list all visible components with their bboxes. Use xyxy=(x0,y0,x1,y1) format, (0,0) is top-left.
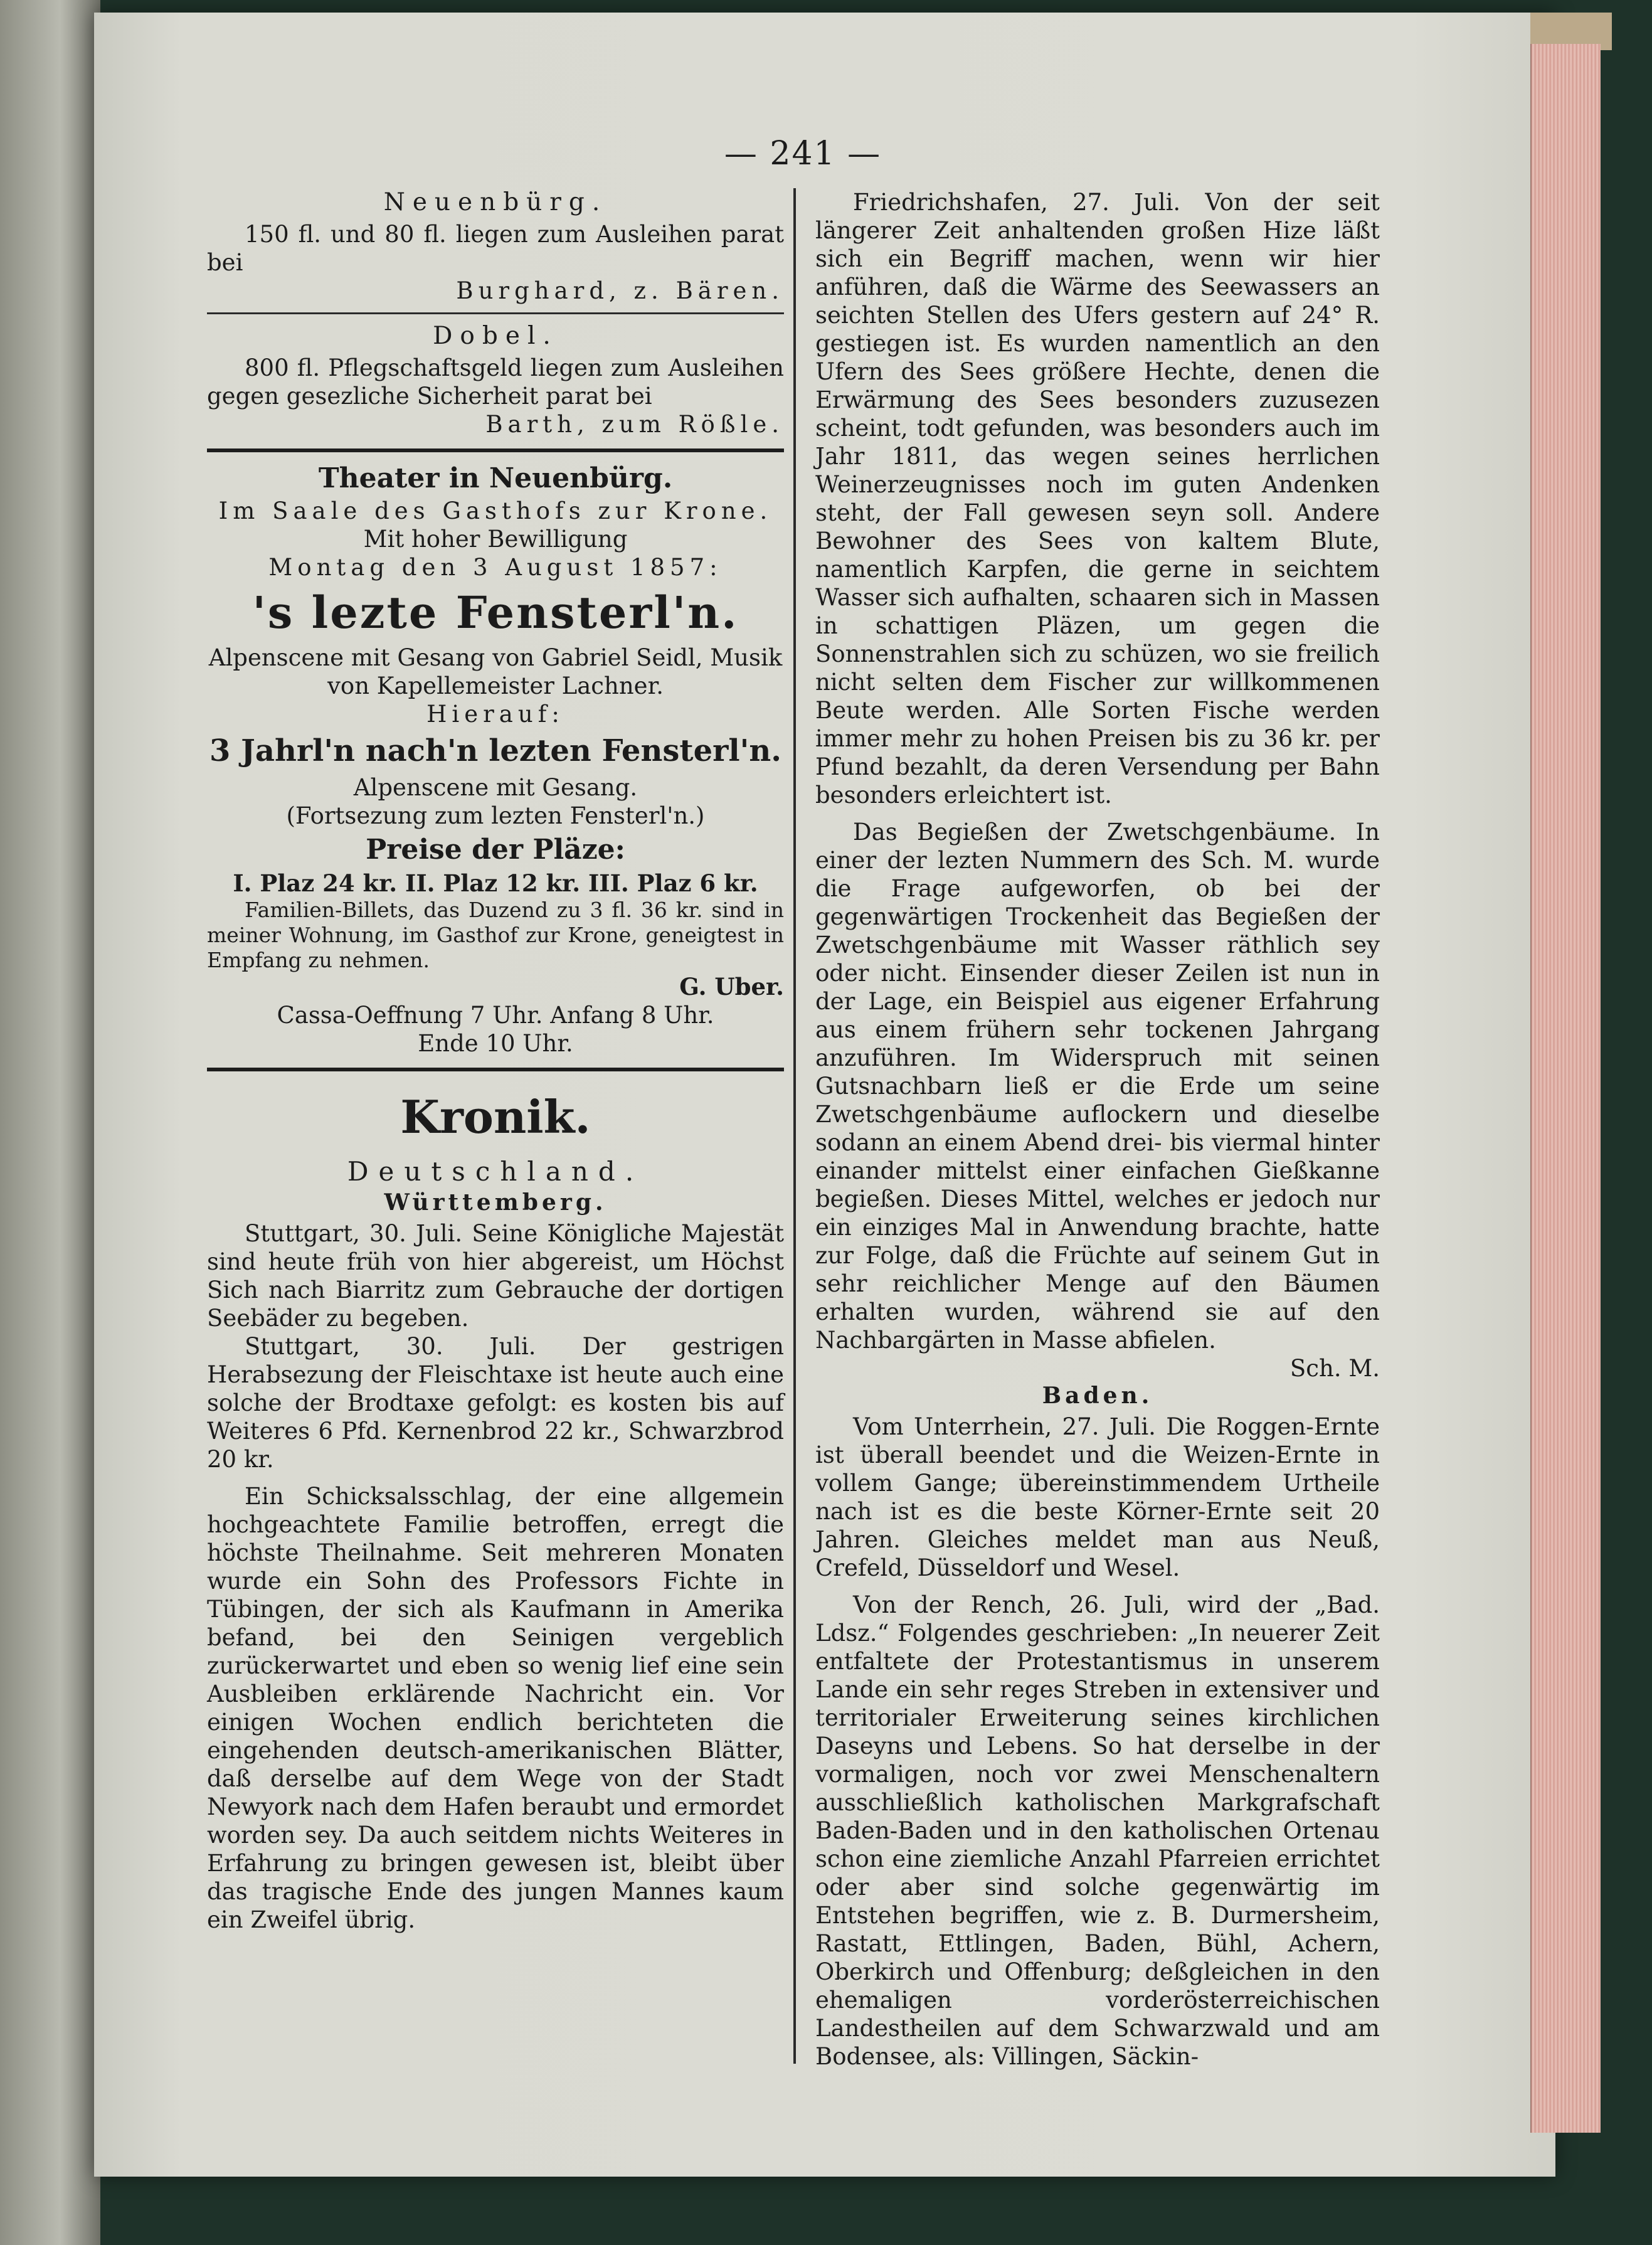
news-signature: Sch. M. xyxy=(1289,1355,1380,1382)
ad-dobel xyxy=(207,322,784,438)
news-paragraph: Das Begießen der Zwetschgenbäume. In einer der lezten Nummern des Sch. M. wurde die Frage aufgeworfen, ob bei der gegenwärtigen Trockenheit das Begießen der Zwetschgenbäume mit Wasser räthlich sey oder nicht. Einsender dieser Zeilen ist nun in der Lage, ein Beispiel aus eigener Erfahrung aus einem frühern sehr tockenen Jahrgang anzuführen. Im Widerspruch mit seinen Gutsnachbarn ließ er die Erde um seine Zwetschgenbäume auflockern und dieselbe sodann an einem Abend drei- bis viermal hinter einander mittelst einer einfachen Gießkanne begießen. Dieses Mittel, welches er jedoch nur ein einziges Mal in Anwendung brachte, hatte zur Folge, daß die Früchte auf seinem Gut in sehr reichlicher Menge auf den Bäumen erhalten wurden, während sie auf den Nachbargärten in Masse abfielen. xyxy=(815,819,1380,1354)
theater-ad xyxy=(207,462,784,1058)
left-column xyxy=(207,188,784,1934)
country-heading: Deutschland. xyxy=(347,1156,644,1187)
ad-neuenbuerg xyxy=(207,188,784,305)
second-play-note: (Fortsezung zum lezten Fensterl'n.) xyxy=(286,802,705,829)
theater-times: Cassa-Oeffnung 7 Uhr. Anfang 8 Uhr. xyxy=(277,1002,714,1029)
theater-date: Montag den 3 August 1857: xyxy=(268,554,723,581)
theater-signature: G. Uber. xyxy=(679,973,784,1000)
column-divider xyxy=(793,188,796,2064)
ad-place: Dobel. xyxy=(433,322,558,350)
kronik-section xyxy=(207,1090,784,1934)
ad-text: 800 fl. Pflegschaftsgeld liegen zum Ausleihen gegen gesezliche Sicherheit parat bei xyxy=(207,354,784,410)
ad-place: Neuenbürg. xyxy=(383,188,608,216)
news-paragraph: Von der Rench, 26. Juli, wird der „Bad. Ldsz.“ Folgendes geschrieben: „In neuerer Zeit entfaltete der Protestantismus in unserem Lande ein sehr reges Streben in extensiver und territorialer Erweiterung seines kirchlichen Daseyns und Lebens. So hat derselbe in der vormaligen, noch vor zwei Menschenaltern ausschließlich katholischen Markgrafschaft Baden-Baden und in den katholischen Ortenau schon eine ziemliche Anzahl Pfarreien errichtet oder aber sind solche gegenwärtig im Entstehen begriffen, wie z. B. Durmersheim, Rastatt, Ettlingen, Baden, Bühl, Achern, Oberkirch und Offenburg; deßgleichen in den ehemaligen vorderösterreichischen Landestheilen auf dem Schwarzwald und am Bodensee, als: Villingen, Säckin- xyxy=(815,1591,1380,2070)
ad-signature: Burghard, z. Bären. xyxy=(456,277,784,304)
right-column xyxy=(815,188,1380,2071)
prices: I. Plaz 24 kr. II. Plaz 12 kr. III. Plaz 6 kr. xyxy=(233,869,758,897)
ad-text: 150 fl. und 80 fl. liegen zum Ausleihen parat bei xyxy=(207,221,784,276)
theater-end: Ende 10 Uhr. xyxy=(418,1030,573,1057)
theater-title: Theater in Neuenbürg. xyxy=(318,462,673,494)
region-heading: Baden. xyxy=(1042,1383,1153,1409)
prices-title: Preise der Pläze: xyxy=(366,834,625,866)
play-title: 's lezte Fensterl'n. xyxy=(252,586,739,639)
page-number: — 241 — xyxy=(724,135,882,172)
news-paragraph: Vom Unterrhein, 27. Juli. Die Roggen-Ernte ist überall beendet und die Weizen-Ernte in vollem Gange; übereinstimmendem Urtheile nach ist es die beste Körner-Ernte seit 20 Jahren. Gleiches meldet man aus Neuß, Crefeld, Düsseldorf und Wesel. xyxy=(815,1413,1380,1581)
divider xyxy=(207,312,784,314)
news-paragraph: Stuttgart, 30. Juli. Der gestrigen Herabsezung der Fleischtaxe ist heute auch eine solche der Brodtaxe gefolgt: es kosten bis auf Weiteres 6 Pfd. Kernenbrod 22 kr., Schwarzbrod 20 kr. xyxy=(207,1333,784,1473)
news-paragraph: Stuttgart, 30. Juli. Seine Königliche Majestät sind heute früh von hier abgereist, um Höchst Sich nach Biarritz zum Gebrauche der dortigen Seebäder zu begeben. xyxy=(207,1220,784,1332)
region-heading: Württemberg. xyxy=(384,1189,607,1216)
hierauf-label: Hierauf: xyxy=(426,701,564,728)
ad-signature: Barth, zum Rößle. xyxy=(485,411,784,438)
theater-permission: Mit hoher Bewilligung xyxy=(363,526,628,553)
news-paragraph: Friedrichshafen, 27. Juli. Von der seit längerer Zeit anhaltenden großen Hize läßt sich ein Begriff machen, wenn wir hier anführen, daß die Wärme des Seewassers an seichten Stellen des Ufers gestern auf 24° R. gestiegen ist. Es wurden namentlich an den Ufern des Sees größere Hechte, denen die Erwärmung des Sees besonders zuzusezen scheint, todt gefunden, was besonders auch im Jahr 1811, das wegen seines herrlichen Weinerzeugnisses noch im guten Andenken steht, der Fall gewesen seyn soll. Andere Bewohner des Sees von kaltem Blute, namentlich Karpfen, die gerne in seichtem Wasser sich aufhalten, schaaren sich in Massen in schattigen Pläzen, um gegen die Sonnenstrahlen sich zu schüzen, wo sie freilich nicht selten dem Fischer zur willkommenen Beute werden. Alle Sorten Fische werden immer mehr zu hohen Preisen bis zu 36 kr. per Pfund bezahlt, da deren Versendung per Bahn besonders erleichtert ist. xyxy=(815,189,1380,809)
theater-venue: Im Saale des Gasthofs zur Krone. xyxy=(218,497,773,524)
family-tickets: Familien-Billets, das Duzend zu 3 fl. 36 kr. sind in meiner Wohnung, im Gasthof zur Krone, geneigtest in Empfang zu nehmen. xyxy=(207,898,784,972)
divider xyxy=(207,1068,784,1071)
divider xyxy=(207,448,784,452)
news-paragraph: Ein Schicksalsschlag, der eine allgemein hochgeachtete Familie betroffen, erregt die höchste Theilnahme. Seit mehreren Monaten wurde ein Sohn des Professors Fichte in Tübingen, der sich als Kaufmann in Amerika befand, bei den Seinigen vergeblich zurückerwartet und eben so wenig lief eine sein Ausbleiben erklärende Nachricht ein. Vor einigen Wochen endlich berichteten die eingehenden deutsch-amerikanischen Blätter, daß derselbe auf dem Wege von der Stadt Newyork nach dem Hafen beraubt und ermordet worden sey. Da auch seitdem nichts Weiteres in Erfahrung zu bringen gewesen ist, bleibt über das tragische Ende des jungen Mannes kaum ein Zweifel übrig. xyxy=(207,1483,784,1933)
second-play-description: Alpenscene mit Gesang. xyxy=(353,774,638,801)
play-description: Alpenscene mit Gesang von Gabriel Seidl, Musik von Kapellemeister Lachner. xyxy=(208,644,783,699)
section-title: Kronik. xyxy=(400,1090,591,1144)
second-play-title: 3 Jahrl'n nach'n lezten Fensterl'n. xyxy=(209,733,781,768)
